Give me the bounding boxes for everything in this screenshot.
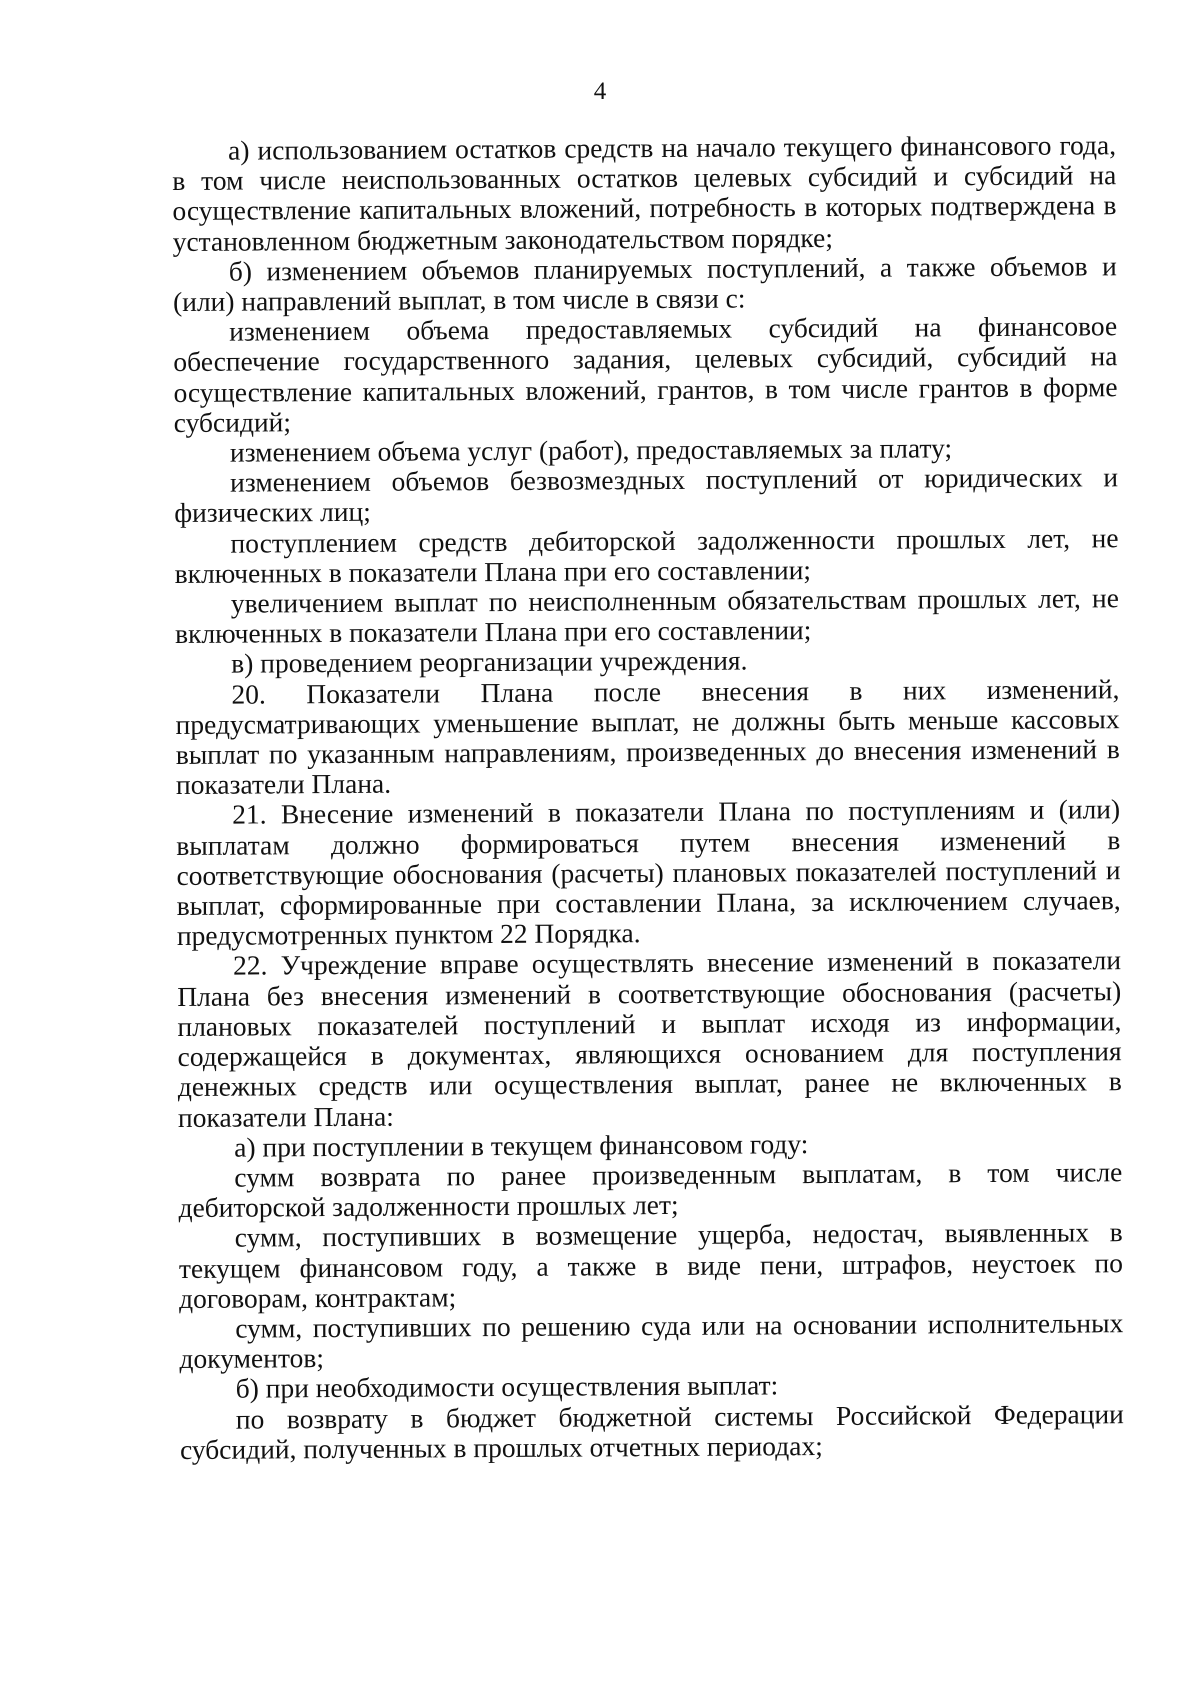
paragraph: б) при необходимости осуществления выплат: [235, 1369, 779, 1404]
paragraph: в) проведением реорганизации учреждения. [231, 644, 748, 680]
document-body [172, 130, 1124, 1465]
paragraph: сумм возврата по ранее произведенным выплатам, в том числе дебиторской задолженности прошлых лет; [178, 1156, 1123, 1224]
page-number: 4 [593, 78, 607, 105]
paragraph: сумм, поступивших по решению суда или на основании исполнительных документов; [179, 1307, 1124, 1375]
paragraph: по возврату в бюджет бюджетной системы Российской Федерации субсидий, полученных в прошлых отчетных периодах; [179, 1397, 1124, 1465]
paragraph: а) использованием остатков средств на начало текущего финансового года, в том числе неиспользованных остатков целевых субсидий и субсидий на осуществление капитальных вложений, потребность в которых подтверждена в установленном бюджетным законодательством порядке; [172, 129, 1117, 257]
paragraph: сумм, поступивших в возмещение ущерба, недостач, выявленных в текущем финансовом году, а также в виде пени, штрафов, неустоек по договорам, контрактам; [178, 1216, 1123, 1314]
paragraph: увеличением выплат по неисполненным обязательствам прошлых лет, не включенных в показатели Плана при его составлении; [174, 582, 1119, 650]
paragraph: 21. Внесение изменений в показатели Плана по поступлениям и (или) выплатам должно формироваться путем внесения изменений в соответствующие обоснования (расчеты) плановых показателей поступлений и выплат, сформированные при составлении Плана, за исключением случаев, предусмотренных пунктом 22 Порядка. [176, 793, 1121, 952]
paragraph: 22. Учреждение вправе осуществлять внесение изменений в показатели Плана без внесения изменений в соответствующие обоснования (расчеты) плановых показателей поступлений и выплат исходя из информации, содержащейся в документах, являющихся основанием для поступления денежных средств или осуществления выплат, ранее не включенных в показатели Плана: [177, 944, 1122, 1133]
paragraph: изменением объемов безвозмездных поступлений от юридических и физических лиц; [174, 461, 1119, 529]
paragraph: 20. Показатели Плана после внесения в них изменений, предусматривающих уменьшение выплат, не должны быть меньше кассовых выплат по указанным направлениям, произведенных до внесения изменений в показатели Плана. [175, 672, 1120, 801]
paragraph: б) изменением объемов планируемых поступлений, а также объемов и (или) направлений выплат, в том числе в связи с: [172, 250, 1117, 318]
paragraph: изменением объема услуг (работ), предоставляемых за плату; [229, 432, 953, 468]
paragraph: изменением объема предоставляемых субсидий на финансовое обеспечение государственного задания, целевых субсидий, субсидий на осуществление капитальных вложений, грантов, в том числе грантов в форме субсидий; [173, 310, 1118, 438]
paragraph: а) при поступлении в текущем финансовом году: [234, 1127, 809, 1163]
paragraph: поступлением средств дебиторской задолженности прошлых лет, не включенных в показатели Плана при его составлении; [174, 521, 1119, 589]
